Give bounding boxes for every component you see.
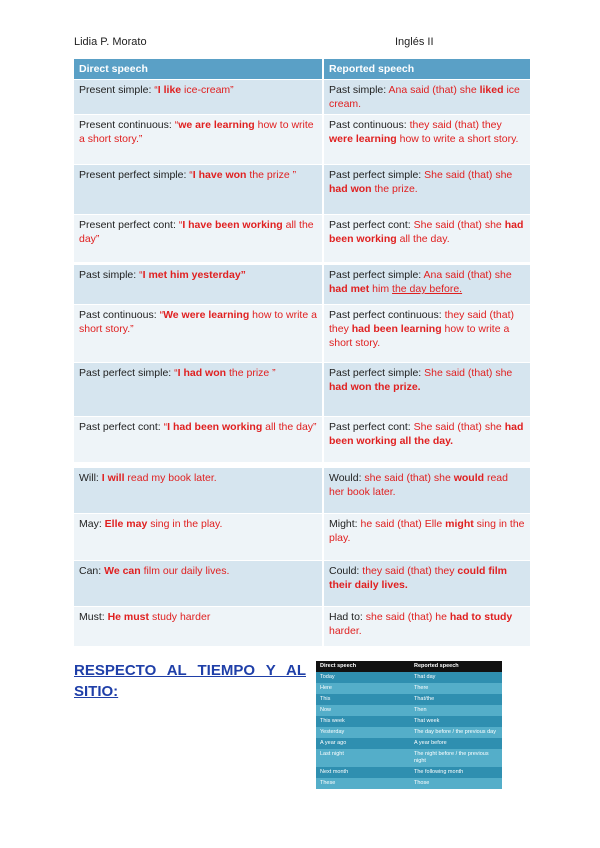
direct-cell: Past perfect simple: “I had won the prize ” [74,363,324,417]
time-table-row: This week That week [316,716,502,727]
table-row [74,363,530,417]
time-table-row: This That/the [316,694,502,705]
time-place-table [316,661,502,789]
reported-cell: Past simple: Ana said (that) she liked ice cream. [324,80,530,115]
direct-cell: Present simple: “I like ice-cream” [74,80,324,115]
reported-cell: Past perfect simple: Ana said (that) she had met him the day before. [324,265,530,305]
course-name: Inglés II [395,36,434,48]
time-table-row: Now Then [316,705,502,716]
reported-cell: Had to: she said (that) he had to study harder. [324,607,530,647]
reported-speech-table-past [74,265,530,463]
time-table-header [316,661,502,672]
direct-cell: May: Elle may sing in the play. [74,514,324,561]
time-col-direct: Direct speech [316,661,410,672]
direct-cell: Past simple: “I met him yesterday” [74,265,324,305]
reported-cell: Might: he said (that) Elle might sing in the play. [324,514,530,561]
reported-cell: Past perfect cont: She said (that) she had been working all the day. [324,417,530,463]
table-row [74,607,530,647]
table-row [74,215,530,263]
table-row [74,514,530,561]
time-col-reported: Reported speech [410,661,502,672]
reported-cell: Past perfect simple: She said (that) she had won the prize. [324,165,530,215]
reported-cell: Could: they said (that) they could film their daily lives. [324,561,530,607]
time-table-row: A year ago A year before [316,738,502,749]
direct-cell: Past perfect cont: “I had been working all the day” [74,417,324,463]
table-row [74,265,530,305]
table-row [74,561,530,607]
reported-cell: Would: she said (that) she would read her book later. [324,468,530,514]
reported-cell: Past continuous: they said (that) they were learning how to write a short story. [324,115,530,165]
table-row [74,165,530,215]
direct-cell: Must: He must study harder [74,607,324,647]
col-reported-speech: Reported speech [324,59,530,80]
time-table-row: Today That day [316,672,502,683]
table-row [74,305,530,363]
reported-cell: Past perfect simple: She said (that) she had won the prize. [324,363,530,417]
time-table-row: These Those [316,778,502,789]
reported-speech-table-present [74,59,530,263]
time-table-row: Here There [316,683,502,694]
direct-cell: Will: I will read my book later. [74,468,324,514]
direct-cell: Present perfect simple: “I have won the prize ” [74,165,324,215]
table-row [74,417,530,463]
direct-cell: Past continuous: “We were learning how to write a short story.” [74,305,324,363]
section-heading: RESPECTO AL TIEMPO Y AL SITIO: [74,662,306,700]
direct-cell: Present perfect cont: “I have been working all the day” [74,215,324,263]
direct-cell: Can: We can film our daily lives. [74,561,324,607]
time-table-row: Last night The night before / the previous night [316,749,502,767]
col-direct-speech: Direct speech [74,59,324,80]
reported-speech-table-modals [74,468,530,647]
table-row [74,468,530,514]
table-header-row [74,59,530,80]
reported-cell: Past perfect cont: She said (that) she had been working all the day. [324,215,530,263]
time-table-row: Yesterday The day before / the previous day [316,727,502,738]
author-name: Lidia P. Morato [74,36,147,48]
reported-cell: Past perfect continuous: they said (that) they had been learning how to write a short story. [324,305,530,363]
table-row [74,115,530,165]
time-table-row: Next month The following month [316,767,502,778]
table-row [74,80,530,115]
direct-cell: Present continuous: “we are learning how to write a short story.” [74,115,324,165]
